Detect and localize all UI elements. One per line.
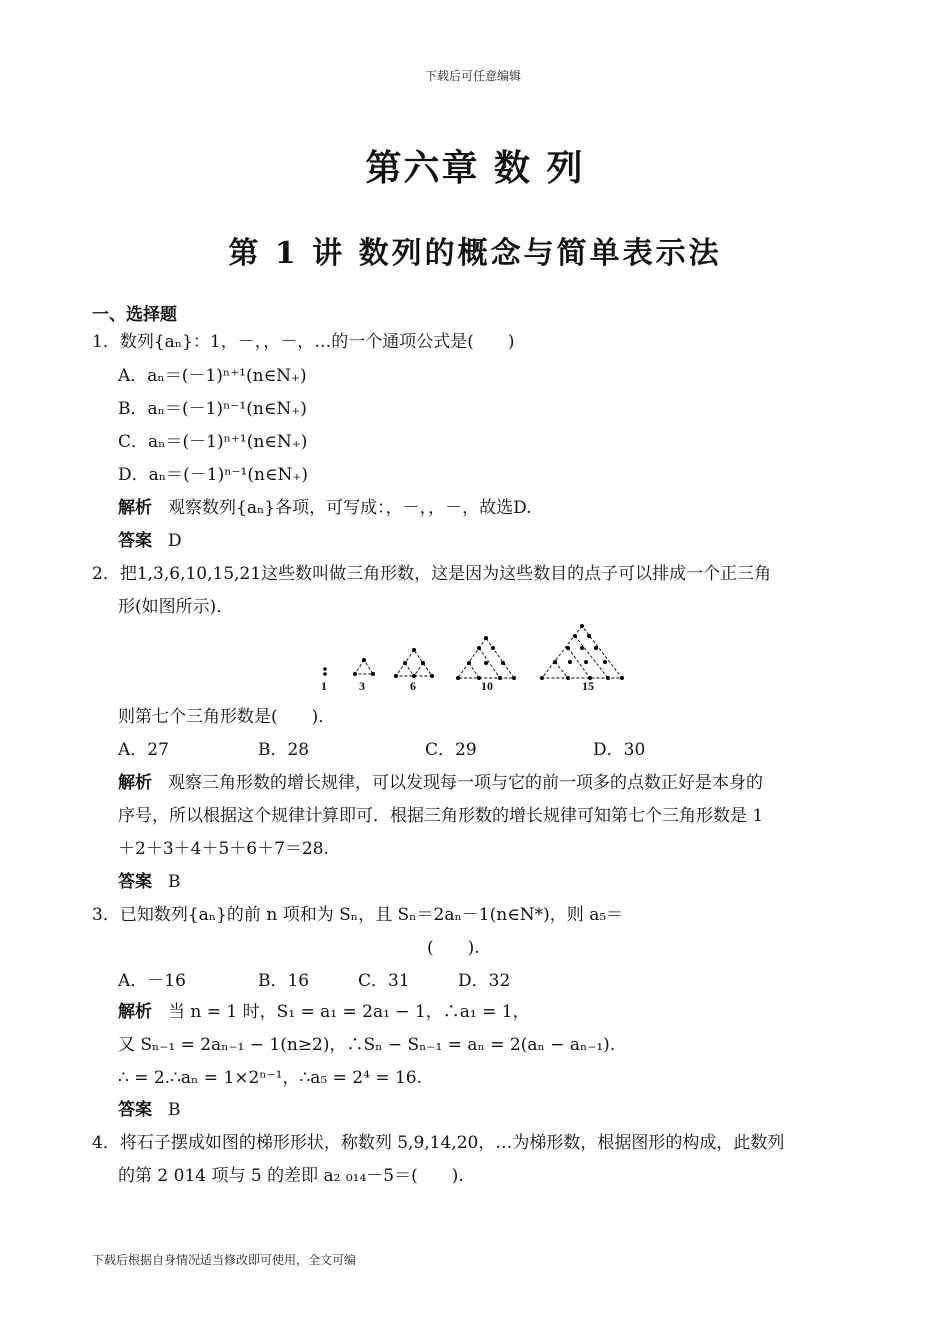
q2-analysis-line1 [118, 771, 763, 795]
answer-value: B [168, 872, 181, 892]
figure-label: 15 [582, 679, 594, 693]
q4-stem-line2: 的第 2 014 项与 5 的差即 a₂ ₀₁₄－5＝( ). [118, 1166, 464, 1186]
answer-label: 答案 [118, 1100, 152, 1120]
q2-stem-line2: 形(如图所示)． [118, 597, 234, 617]
q3-option-b: B．16 [258, 971, 310, 991]
q2-option-a: A．27 [118, 740, 169, 760]
figure-label: 6 [410, 679, 416, 693]
q2-option-c: C．29 [425, 740, 477, 760]
q3-analysis-line3: ∴ = 2.∴aₙ = 1×2ⁿ⁻¹，∴a₅ = 2⁴ = 16. [118, 1068, 422, 1088]
q1-answer [118, 529, 182, 553]
q2-analysis-line2: 序号，所以根据这个规律计算即可．根据三角形数的增长规律可知第七个三角形数是 1 [118, 806, 764, 826]
answer-label: 答案 [118, 531, 152, 551]
q3-analysis-line1 [118, 1000, 530, 1024]
analysis-label: 解析 [118, 1002, 152, 1022]
q3-answer [118, 1098, 181, 1122]
q2-stem-line1: 2．把1,3,6,10,15,21这些数叫做三角形数，这是因为这些数目的点子可以排成一个正三角 [92, 564, 772, 584]
q3-analysis-line2: 又 Sₙ₋₁ = 2aₙ₋₁ − 1(n≥2)，∴Sₙ − Sₙ₋₁ = aₙ = 2(aₙ − aₙ₋₁). [118, 1035, 616, 1055]
section-title: 一、选择题 [92, 305, 177, 325]
footer-note: 下载后根据自身情况适当修改即可使用，全文可编 [92, 1253, 357, 1267]
q1-option-b: B．aₙ＝(－1)ⁿ⁻¹(n∈N₊) [118, 399, 307, 419]
q3-option-a: A．－16 [118, 971, 186, 991]
chapter-title: 第六章 数 列 [365, 148, 585, 189]
analysis-label: 解析 [118, 498, 152, 518]
q3-stem: 3．已知数列{aₙ}的前 n 项和为 Sₙ，且 Sₙ＝2aₙ－1(n∈N*)，则 a₅＝ [92, 905, 624, 925]
analysis-text: 观察三角形数的增长规律，可以发现每一项与它的前一项多的点数正好是本身的 [168, 773, 763, 793]
q1-option-d: D．aₙ＝(－1)ⁿ⁻¹(n∈N₊) [118, 465, 308, 485]
triangle-numbers-figure [300, 618, 650, 694]
analysis-text: 当 n = 1 时，S₁ = a₁ = 2a₁ − 1，∴a₁ = 1， [168, 1002, 530, 1022]
q4-stem-line1: 4．将石子摆成如图的梯形形状，称数列 5,9,14,20，…为梯形数，根据图形的构成，此数列 [92, 1133, 785, 1153]
q3-option-c: C．31 [358, 971, 410, 991]
analysis-label: 解析 [118, 773, 152, 793]
figure-label: 1 [321, 679, 327, 693]
figure-label: 3 [359, 679, 365, 693]
answer-value: B [168, 1100, 181, 1120]
lecture-title: 第 1 讲 数列的概念与简单表示法 [228, 236, 722, 271]
q2-option-b: B．28 [258, 740, 310, 760]
figure-label: 10 [481, 679, 493, 693]
header-note: 下载后可任意编辑 [425, 69, 522, 83]
q3-option-d: D．32 [458, 971, 511, 991]
q2-ask: 则第七个三角形数是( )． [118, 707, 336, 727]
q1-analysis [118, 496, 532, 520]
q1-option-a: A．aₙ＝(－1)ⁿ⁺¹(n∈N₊) [118, 366, 307, 386]
q1-option-c: C．aₙ＝(－1)ⁿ⁺¹(n∈N₊) [118, 432, 308, 452]
answer-value: D [168, 531, 182, 551]
q3-paren: ( ). [427, 938, 480, 958]
q2-option-d: D．30 [593, 740, 646, 760]
q2-analysis-line3: ＋2＋3＋4＋5＋6＋7＝28. [118, 839, 329, 859]
analysis-text: 观察数列{aₙ}各项，可写成：，－，，－，故选D. [168, 498, 532, 518]
q1-stem: 1．数列{aₙ}：1，－，，－，…的一个通项公式是( ) [92, 332, 515, 352]
q2-answer [118, 870, 181, 894]
answer-label: 答案 [118, 872, 152, 892]
